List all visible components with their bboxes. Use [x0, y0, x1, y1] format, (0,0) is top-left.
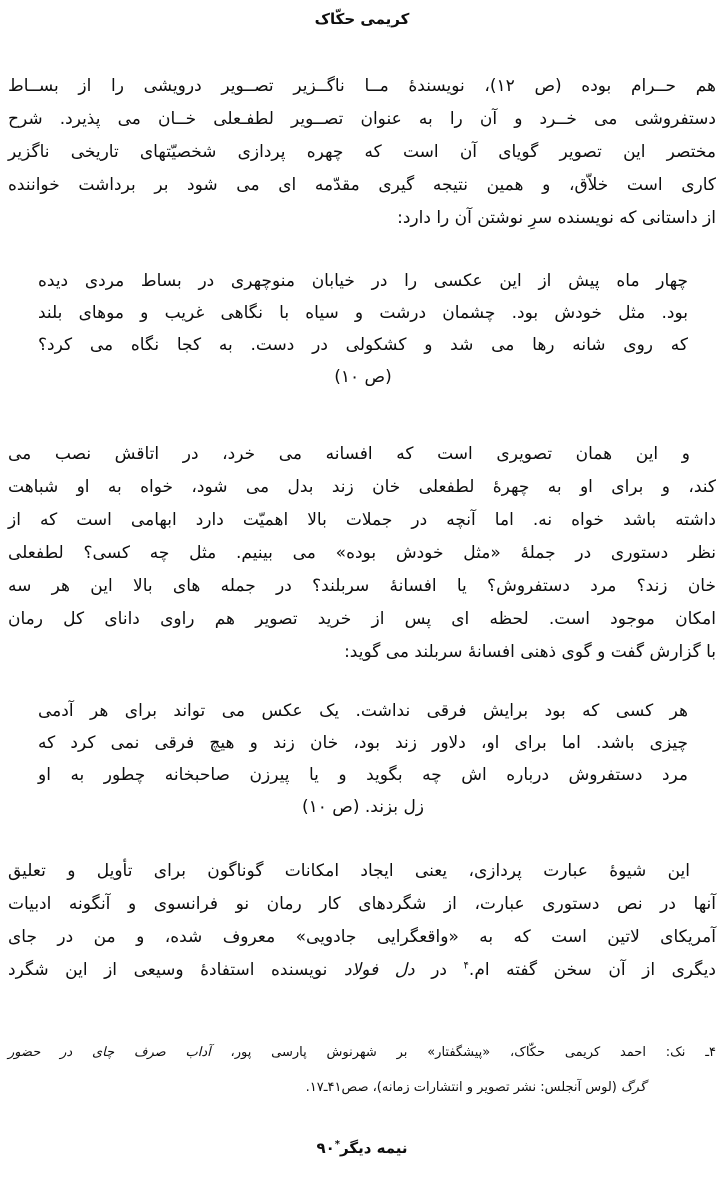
text-line: مختصر این تصویر گویای آن است که چهره پردازی شخصیّتهای تاریخی ناگزیر — [8, 142, 716, 162]
body-paragraph-2 — [8, 438, 716, 669]
text-line: خان زند؟ مرد دستفروش؟ یا افسانهٔ سربلند؟ در جمله های بالا این هر سه — [8, 576, 716, 596]
star-mark: * — [334, 1139, 341, 1150]
book-title: دل فولاد — [343, 960, 415, 980]
page-reference: زل بزند. (ص ۱۰) — [301, 797, 425, 817]
text-line: داشته باشد خواه نه. اما آنچه در جملات بالا اهمیّت دارد ابهامی است که از — [8, 510, 716, 530]
footnote-line — [8, 1070, 646, 1105]
text-line: با گزارش گفت و گوی ذهنی افسانهٔ سربلند می گوید: — [344, 642, 716, 662]
footnote-text: ۴ـ نک: احمد کریمی حکّاک، «پیشگفتار» بر شهرنوش پارسی پور، — [210, 1045, 717, 1060]
quote-line: مرد دستفروش درباره اش چه بگوید و یا پیرزن صاحبخانه چطور به او — [38, 765, 688, 785]
text-line: کند، و برای او به چهرهٔ لطفعلی خان زند بدل می شود، خواه به او شباهت — [8, 477, 716, 497]
page-reference: (ص ۱۰) — [334, 367, 392, 387]
quote-line: چیزی باشد. اما برای او، دلاور زند بود، خان زند و هیچ فرقی نمی کرد که — [38, 733, 688, 753]
block-quote-2 — [38, 695, 688, 823]
footnote-text: (لوس آنجلس: نشر تصویر و انتشارات زمانه)، صص۴۱ـ۱۷. — [305, 1080, 621, 1095]
text-line: این شیوهٔ عبارت پردازی، یعنی ایجاد امکانات گوناگون برای تأویل و تعلیق — [8, 861, 690, 881]
book-title: گرگ — [621, 1080, 646, 1095]
footnote-line — [8, 1035, 716, 1070]
text-line: از داستانی که نویسنده سرِ نوشتن آن را دارد: — [397, 208, 716, 228]
text-line: کاری است خلاّق، و همین نتیجه گیری مقدّمه ای می شود بر برداشت خواننده — [8, 175, 716, 195]
text-segment: دیگری از آن سخن گفته ام. — [468, 960, 716, 980]
text-line — [8, 954, 716, 987]
footnote-marker: ۴ — [463, 960, 469, 972]
body-paragraph-3 — [8, 855, 716, 987]
text-segment: نویسنده استفادهٔ وسیعی از این شگرد — [8, 960, 344, 980]
text-line: و این همان تصویری است که افسانه می خرد، در اتاقش نصب می — [8, 444, 690, 464]
running-header-author: کریمی حکّاک — [314, 10, 410, 28]
text-line: دستفروشی می خــرد و آن را به عنوان تصــویر لطفـعلی خــان می پذیرد. شرح — [8, 109, 716, 129]
book-title: آداب صرف چای در حضور — [8, 1045, 211, 1060]
text-line: امکان موجود است. لحظه ای پس از خرید تصویر هم راوی دانای کل رمان — [8, 609, 716, 629]
quote-line: چهار ماه پیش از این عکسی را در خیابان منوچهری در بساط مردی دیده — [38, 271, 688, 291]
text-line: نظر دستوری در جملهٔ «مثل خودش بوده» می بینیم. مثل چه کسی؟ لطفعلی — [8, 543, 716, 563]
quote-line: هر کسی که بود برایش فرقی نداشت. یک عکس می تواند برای هر آدمی — [38, 701, 688, 721]
block-quote-1 — [38, 265, 688, 393]
quote-line: که روی شانه رها می شد و کشکولی در دست. به کجا نگاه می کرد؟ — [38, 335, 688, 355]
text-line: آمریکای لاتین است که به «واقعگرایی جادویی» معروف شده، و من در جای — [8, 927, 716, 947]
body-paragraph-1 — [8, 70, 716, 235]
text-line: هم حــرام بوده (ص ۱۲)، نویسندهٔ مــا ناگــزیر تصــویر درویشی را از بســاط — [8, 76, 716, 96]
page-number: ۹۰ — [316, 1139, 335, 1157]
page-footer — [8, 1139, 716, 1157]
journal-title: نیمه دیگر — [340, 1139, 408, 1157]
text-segment: در — [414, 960, 464, 980]
footnote — [8, 1035, 716, 1105]
quote-line: بود. مثل خودش بود. چشمان درشت و سیاه با نگاهی غریب و موهای بلند — [38, 303, 688, 323]
text-line: آنها در نص دستوری عبارت، از شگردهای کار رمان نو فرانسوی و آنگونه ادبیات — [8, 894, 716, 914]
